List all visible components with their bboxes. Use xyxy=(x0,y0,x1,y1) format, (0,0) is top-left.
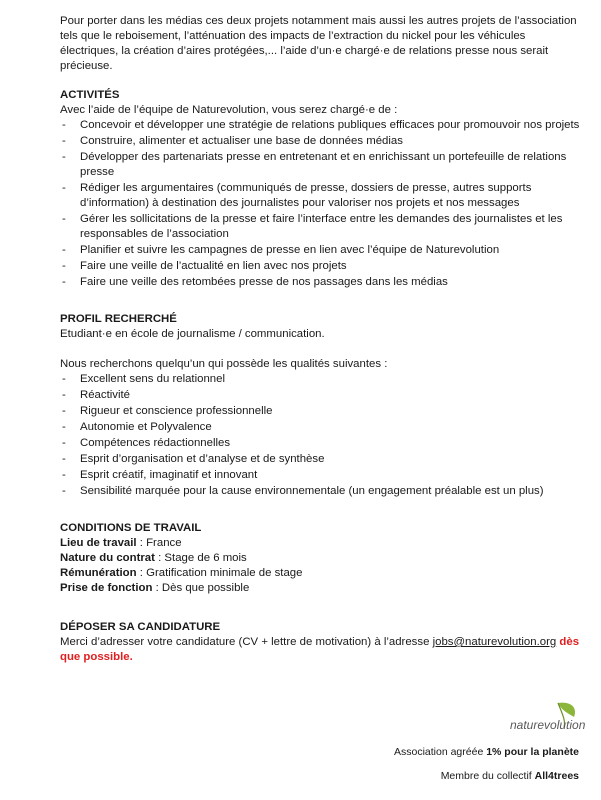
document-page xyxy=(60,14,580,665)
list-item: - Construire, alimenter et actualiser une base de données médias xyxy=(60,134,580,149)
list-item: - Faire une veille de l’actualité en lien avec nos projets xyxy=(60,259,580,274)
list-item: - Développer des partenariats presse en entretenant et en enrichissant un portefeuille de relations presse xyxy=(60,150,580,180)
activites-lead: Avec l’aide de l’équipe de Naturevolution, vous serez chargé·e de : xyxy=(60,104,398,116)
footer2-bold: All4trees xyxy=(534,770,579,782)
profil-list xyxy=(60,372,580,499)
activites-section xyxy=(60,88,580,290)
candidature-lead: Merci d’adresser votre candidature (CV + lettre de motivation) à l’adresse xyxy=(60,636,433,648)
contrat-line xyxy=(60,551,580,566)
footer1-prefix: Association agréée xyxy=(393,746,487,758)
contrat-value: : Stage de 6 mois xyxy=(154,552,247,564)
list-item: - Faire une veille des retombées presse de nos passages dans les médias xyxy=(60,275,580,290)
profil-lead: Etudiant·e en école de journalisme / communication. xyxy=(60,328,325,340)
activites-title: ACTIVITÉS xyxy=(60,89,120,101)
list-item: - Rigueur et conscience professionnelle xyxy=(60,404,580,419)
remuneration-label: Rémunération xyxy=(60,567,137,579)
intro-paragraph: Pour porter dans les médias ces deux projets notamment mais aussi les autres projets de l’association tels que le reboisement, l’atténuation des impacts de l’extraction du nickel pour les véhicules électriques, la création d’aires protégées,... l’aide d’un·e chargé·e de relations presse nous serait précieuse. xyxy=(60,15,577,72)
remuneration-value: : Gratification minimale de stage xyxy=(136,567,303,579)
footer-association xyxy=(394,745,579,760)
logo-text: naturevolution xyxy=(510,718,586,732)
list-item: - Concevoir et développer une stratégie de relations publiques efficaces pour promouvoir nos projets xyxy=(60,118,580,133)
profil-section xyxy=(60,312,580,499)
leaf-icon xyxy=(508,699,588,735)
candidature-title: DÉPOSER SA CANDIDATURE xyxy=(60,621,221,633)
prise-label: Prise de fonction xyxy=(60,582,153,594)
activites-list xyxy=(60,118,580,290)
conditions-title: CONDITIONS DE TRAVAIL xyxy=(60,522,202,534)
profil-lead2: Nous recherchons quelqu’un qui possède les qualités suivantes : xyxy=(60,358,388,370)
lieu-label: Lieu de travail xyxy=(60,537,137,549)
list-item: - Planifier et suivre les campagnes de presse en lien avec l’équipe de Naturevolution xyxy=(60,243,580,258)
list-item: - Gérer les sollicitations de la presse et faire l’interface entre les demandes des journalistes et les responsables de l’association xyxy=(60,212,580,242)
naturevolution-logo xyxy=(508,699,588,735)
list-item: - Réactivité xyxy=(60,388,580,403)
lieu-value: : France xyxy=(136,537,182,549)
contrat-label: Nature du contrat xyxy=(60,552,155,564)
prise-value: : Dès que possible xyxy=(152,582,250,594)
spacer xyxy=(60,342,580,357)
candidature-section xyxy=(60,620,580,665)
urgent-text: dès que possible. xyxy=(60,636,580,663)
email-link[interactable]: jobs@naturevolution.org xyxy=(432,636,557,648)
conditions-section xyxy=(60,521,580,596)
footer-membre xyxy=(441,769,579,784)
profil-title: PROFIL RECHERCHÉ xyxy=(60,313,177,325)
remuneration-line xyxy=(60,566,580,581)
list-item: - Sensibilité marquée pour la cause environnementale (un engagement préalable est un plus) xyxy=(60,484,580,499)
list-item: - Autonomie et Polyvalence xyxy=(60,420,580,435)
footer1-bold: 1% pour la planète xyxy=(486,746,579,758)
list-item: - Compétences rédactionnelles xyxy=(60,436,580,451)
list-item: - Rédiger les argumentaires (communiqués de presse, dossiers de presse, autres supports d’information) à destination des journalistes pour valoriser nos projets et nos messages xyxy=(60,181,580,211)
list-item: - Excellent sens du relationnel xyxy=(60,372,580,387)
list-item: - Esprit créatif, imaginatif et innovant xyxy=(60,468,580,483)
list-item: - Esprit d’organisation et d’analyse et de synthèse xyxy=(60,452,580,467)
lieu-line xyxy=(60,536,580,551)
footer2-prefix: Membre du collectif xyxy=(440,770,535,782)
candidature-text xyxy=(60,635,580,665)
prise-line xyxy=(60,581,580,596)
